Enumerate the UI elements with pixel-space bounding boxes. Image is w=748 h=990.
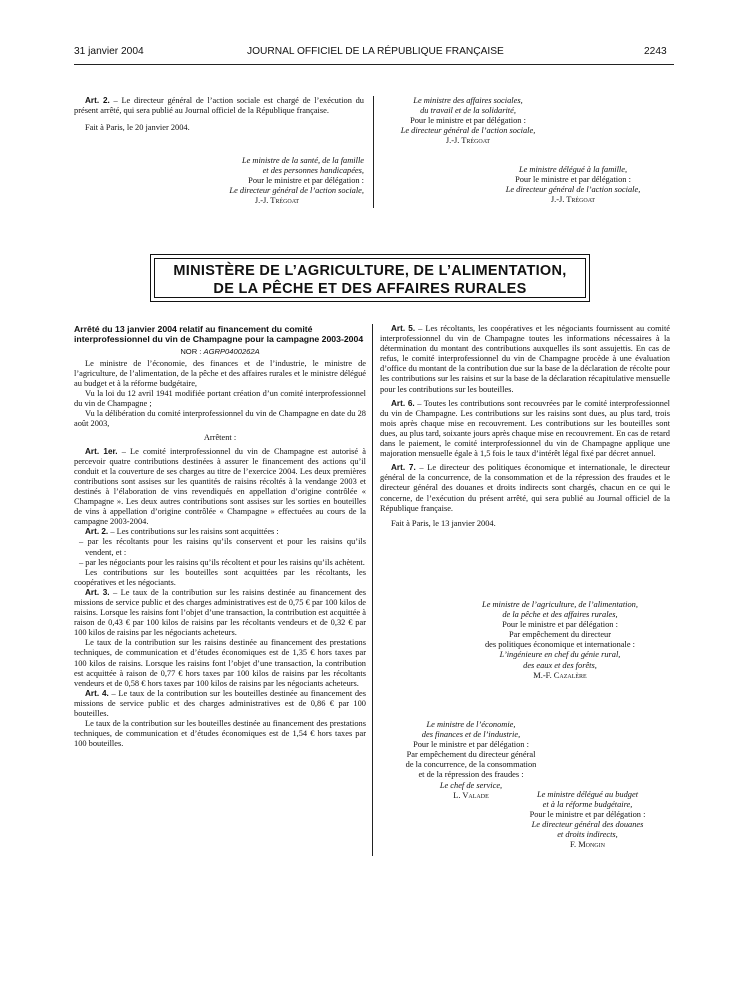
- signature-line: Le directeur général de l’action sociale,: [505, 185, 641, 195]
- journal-title: JOURNAL OFFICIEL DE LA RÉPUBLIQUE FRANÇAISE: [247, 46, 504, 57]
- ministry-banner: [150, 254, 590, 302]
- signature-line: des eaux et des forêts,: [523, 660, 597, 670]
- article-label: Art. 4.: [85, 688, 109, 698]
- signature-block-economie: [376, 720, 566, 801]
- article-label: Art. 1er.: [85, 446, 118, 456]
- arretent: Arrêtent :: [203, 433, 237, 443]
- signature-line: Le chef de service,: [439, 780, 503, 790]
- article-3: [74, 588, 366, 638]
- signature-line: de la pêche et des affaires rurales,: [502, 610, 618, 620]
- article-1: [74, 447, 366, 528]
- signature-block-3: [480, 165, 666, 205]
- article-7: [380, 463, 670, 513]
- signature-line: Le ministre délégué au budget: [536, 790, 639, 799]
- signature-line: de la concurrence, de la consommation: [405, 760, 537, 770]
- article-label: Art. 3.: [85, 587, 110, 597]
- article-text: – Les contributions sur les raisins sont acquittées :: [108, 527, 279, 537]
- nor-label: NOR :: [180, 346, 204, 356]
- signature-line: Par empêchement du directeur: [508, 630, 612, 640]
- article-text: – Les récoltants, les coopératives et les négociants fournissent au comité interprofessionnel du vin de Champagne toutes les informations nécessaires à la détermination du montant des contributions auxquelles ils sont assujettis. En cas de refus, le comité interprofessionnel du vin de Champagne procède à une évaluation d’office du montant de la contribution due sur la base de la déclaration de récolte pour les contributions sur les raisins et sur la base de la déclaration récapitulative mensuelle pour les contributions sur les bouteilles.: [380, 324, 671, 394]
- nor-code: AGRP0400262A: [203, 346, 260, 356]
- signature-line: des politiques économique et internationale :: [484, 640, 635, 650]
- ministry-line-2: DE LA PÊCHE ET DES AFFAIRES RURALES: [213, 281, 527, 297]
- signature-line: Pour le ministre et par délégation :: [248, 176, 364, 186]
- article-label: Art. 6.: [391, 398, 415, 408]
- column-divider-top: [373, 96, 374, 208]
- article-2: [74, 527, 366, 537]
- ministry-line-1: MINISTÈRE DE L’AGRICULTURE, DE L’ALIMENTATION,: [173, 263, 567, 279]
- signature-line: Pour le ministre et par délégation :: [410, 116, 526, 126]
- signature-line: Le ministre de l’économie,: [426, 720, 516, 729]
- decree-title: Arrêté du 13 janvier 2004 relatif au financement du comité interprofessionnel du vin de Champagne pour la campagne 2003-2004: [74, 324, 364, 345]
- article-4-para-2: Le taux de la contribution sur les bouteilles destinée au financement des prestations techniques, de communication et d’études économiques est de 1,54 € hors taxes par 100 bouteilles.: [74, 719, 366, 749]
- header-rule: [74, 64, 674, 65]
- preamble-3: Vu la délibération du comité interprofessionnel du vin de Champagne en date du 28 août 2003,: [74, 409, 366, 429]
- signature-line: Pour le ministre et par délégation :: [529, 810, 646, 820]
- signatory-name: F. Mongin: [570, 840, 605, 850]
- article-text: – Toutes les contributions sont recouvrées par le comité interprofessionnel du vin de Champagne. Les contributions sur les raisins sont dues, au plus tard, trois mois après chaque mise en recouvrement. Les contributions sur les bouteilles sont dues, au plus tard, soixante jours après chaque mise en recouvrement. En cas de retard dans le paiement, le comité interprofessionnel du vin de Champagne applique une majoration mensuelle égale à 1,5 fois le taux d’intérêt légal fixé par décret annuel.: [380, 398, 670, 459]
- signature-line: Le ministre des affaires sociales,: [413, 96, 523, 105]
- signatory-name: L. Valade: [453, 790, 489, 800]
- column-divider-decree: [372, 324, 373, 856]
- signature-line: L’ingénieure en chef du génie rural,: [499, 650, 621, 660]
- article-2-paragraph: [74, 96, 364, 116]
- top-left-column: [74, 96, 364, 133]
- signature-block-budget: [500, 790, 675, 851]
- article-5: [380, 324, 670, 395]
- signature-line: Le directeur général de l’action sociale,: [400, 126, 536, 136]
- nor-reference: [74, 347, 366, 356]
- decree-right-column: [380, 324, 670, 529]
- fait-a-paris: Fait à Paris, le 20 janvier 2004.: [85, 123, 190, 133]
- article-2-after: Les contributions sur les bouteilles sont acquittées par les récoltants, les coopératives et les négociants.: [74, 567, 366, 587]
- signatory-name: J.-J. Trégoat: [550, 195, 596, 205]
- page-number: 2243: [644, 46, 667, 57]
- decree-left-column: [74, 324, 366, 749]
- signature-line: et à la réforme budgétaire,: [542, 800, 633, 810]
- signature-line: Le ministre de l’agriculture, de l’alimentation,: [482, 600, 638, 609]
- signature-line: Pour le ministre et par délégation :: [413, 740, 529, 750]
- signature-line: Pour le ministre et par délégation :: [502, 620, 618, 630]
- list-item: – par les négociants pour les raisins qu’ils récoltent et pour les raisins qu’ils achètent.: [79, 557, 365, 567]
- signature-line: Le directeur général des douanes: [531, 820, 644, 830]
- signature-line: Pour le ministre et par délégation :: [515, 175, 631, 185]
- article-text: – Le directeur des politiques économique et internationale, le directeur général de la concurrence, de la consommation et de la répression des fraudes et le directeur général des douanes et droits indirects sont chargés, chacun en ce qui le concerne, de l’exécution du présent arrêté, qui sera publié au Journal officiel de la République française.: [380, 463, 670, 513]
- article-text: – Le taux de la contribution sur les bouteilles destinée au financement des missions de service public et des charges administratives est de 0,86 € par 100 bouteilles.: [74, 688, 366, 718]
- signature-line: Par empêchement du directeur général: [406, 750, 536, 760]
- article-label: Art. 7.: [391, 463, 416, 473]
- signature-line: Le ministre de la santé, de la famille: [241, 156, 364, 165]
- article-text: – Le directeur général de l’action sociale est chargé de l’exécution du présent arrêté, qui sera publié au Journal officiel de la République française.: [74, 96, 364, 116]
- list-item: – par les récoltants pour les raisins qu’ils conservent et pour les raisins qu’ils vendent, et :: [79, 537, 366, 557]
- article-3-para-2: Le taux de la contribution sur les raisins destinée au financement des prestations techniques, de communication et d’études économiques est de 1,35 € hors taxes par 100 kilos de raisins. Lorsque les raisins font l’objet d’une transaction, la contribution est acquittée à raison de 0,77 € hors taxes par 100 kilos de raisins par les récoltants vendeurs et de 0,58 € hors taxes par 100 kilos de raisins par les négociants acheteurs.: [74, 638, 366, 688]
- signature-line: et de la répression des fraudes :: [418, 770, 524, 780]
- article-text: – Le taux de la contribution sur les raisins destinée au financement des missions de service public et des charges administratives est de 0,75 € par 100 kilos de raisins. Lorsque les raisins font l’objet d’une transaction, la contribution est acquittée à raison de 0,43 € par 100 kilos de raisins par les récoltants vendeurs et de 0,32 € par 100 kilos de raisins par les négociants acheteurs.: [74, 587, 366, 638]
- article-text: – Le comité interprofessionnel du vin de Champagne est autorisé à percevoir quatre contributions destinées à assurer le financement des actions qu’il conduit et la couverture de ses charges au titre de l’exercice 2004. Les deux premières contributions sont assises sur les quantités de raisins récoltés à la vendange 2003 et destinés à l’élaboration de vins revendiqués en appellation d’origine contrôlée « Champagne ». Les deux autres contributions sont assises sur les sorties en bouteilles de vins à appellation d’origine contrôlée « Champagne » effectuées au cours de la campagne 2003-2004.: [74, 446, 366, 527]
- fait-a-paris-decree: Fait à Paris, le 13 janvier 2004.: [391, 518, 496, 528]
- signature-block-agriculture: [446, 600, 674, 681]
- signature-line: et droits indirects,: [557, 830, 618, 840]
- header-date: 31 janvier 2004: [74, 46, 144, 57]
- signature-line: des finances et de l’industrie,: [421, 730, 521, 740]
- article-label: Art. 5.: [391, 324, 416, 333]
- signatory-name: J.-J. Trégoat: [254, 196, 300, 206]
- article-2-list: [74, 537, 366, 567]
- article-label: Art. 2.: [85, 96, 110, 105]
- signatory-name: J.-J. Trégoat: [445, 136, 491, 146]
- signatory-name: M.-F. Cazalère: [533, 670, 587, 680]
- preamble-1: Le ministre de l’économie, des finances et de l’industrie, le ministre de l’agriculture, de l’alimentation, de la pêche et des affaires rurales et le ministre délégué au budget et à la réforme budgétaire,: [74, 358, 366, 388]
- signature-line: du travail et de la solidarité,: [420, 106, 516, 116]
- article-4: [74, 689, 366, 719]
- article-6: [380, 399, 670, 460]
- signature-block-1: [150, 156, 364, 206]
- signature-line: et des personnes handicapées,: [262, 166, 364, 176]
- signature-line: Le directeur général de l’action sociale,: [229, 186, 364, 196]
- preamble-2: Vu la loi du 12 avril 1941 modifiée portant création d’un comité interprofessionnel du vin de Champagne ;: [74, 389, 366, 409]
- article-label: Art. 2.: [85, 527, 109, 537]
- signature-block-2: [378, 96, 558, 146]
- signature-line: Le ministre délégué à la famille,: [518, 165, 628, 174]
